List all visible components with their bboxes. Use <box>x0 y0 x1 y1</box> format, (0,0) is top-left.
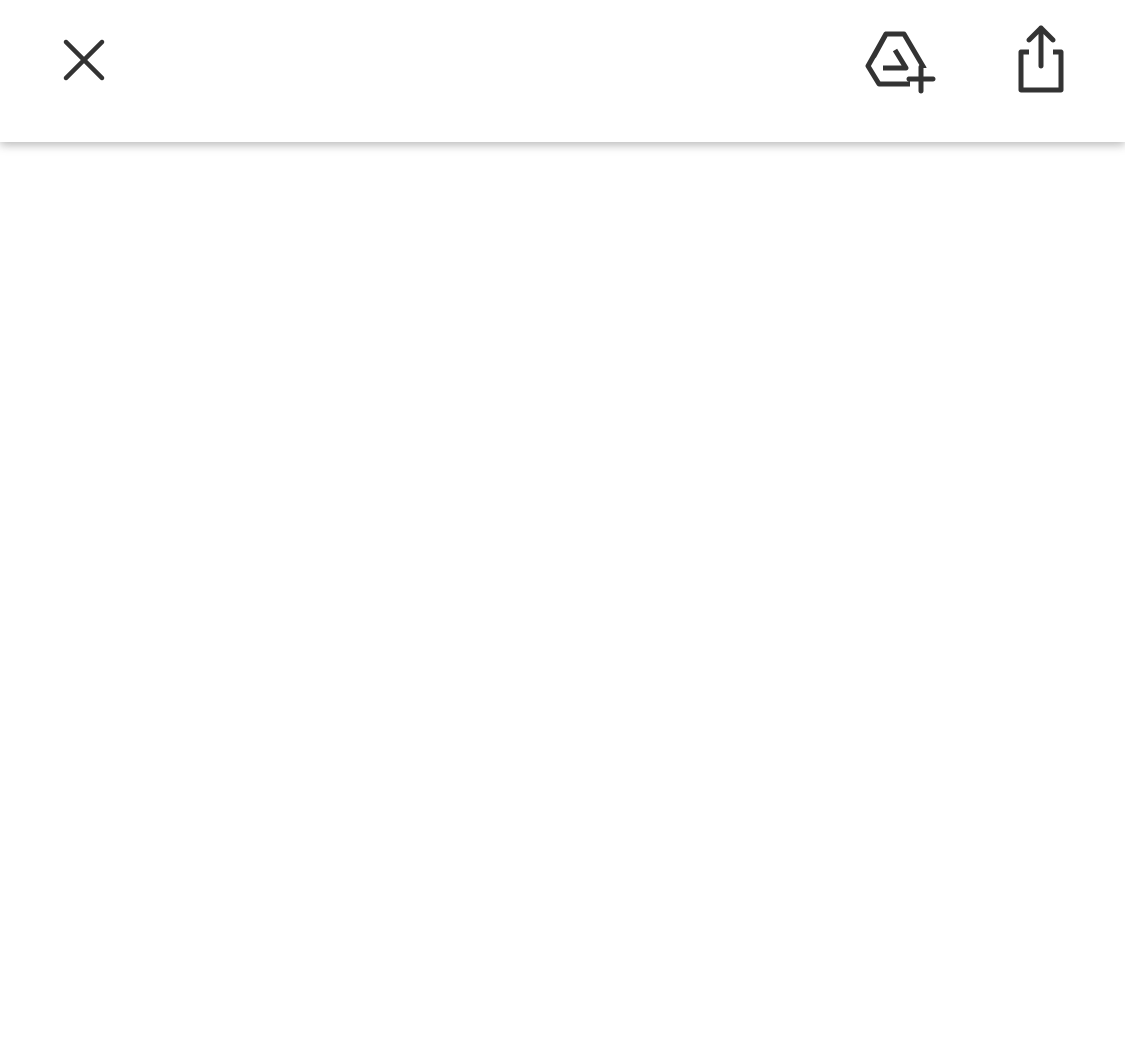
close-button[interactable] <box>50 26 118 94</box>
app-header <box>0 0 1125 142</box>
share-icon <box>1005 20 1077 100</box>
close-icon <box>62 38 106 82</box>
share-button[interactable] <box>1005 20 1077 100</box>
spreadsheet-view[interactable] <box>0 142 1125 1039</box>
add-to-drive-icon <box>858 22 938 98</box>
bracket-lines <box>0 142 1125 1039</box>
add-to-drive-button[interactable] <box>858 22 938 98</box>
